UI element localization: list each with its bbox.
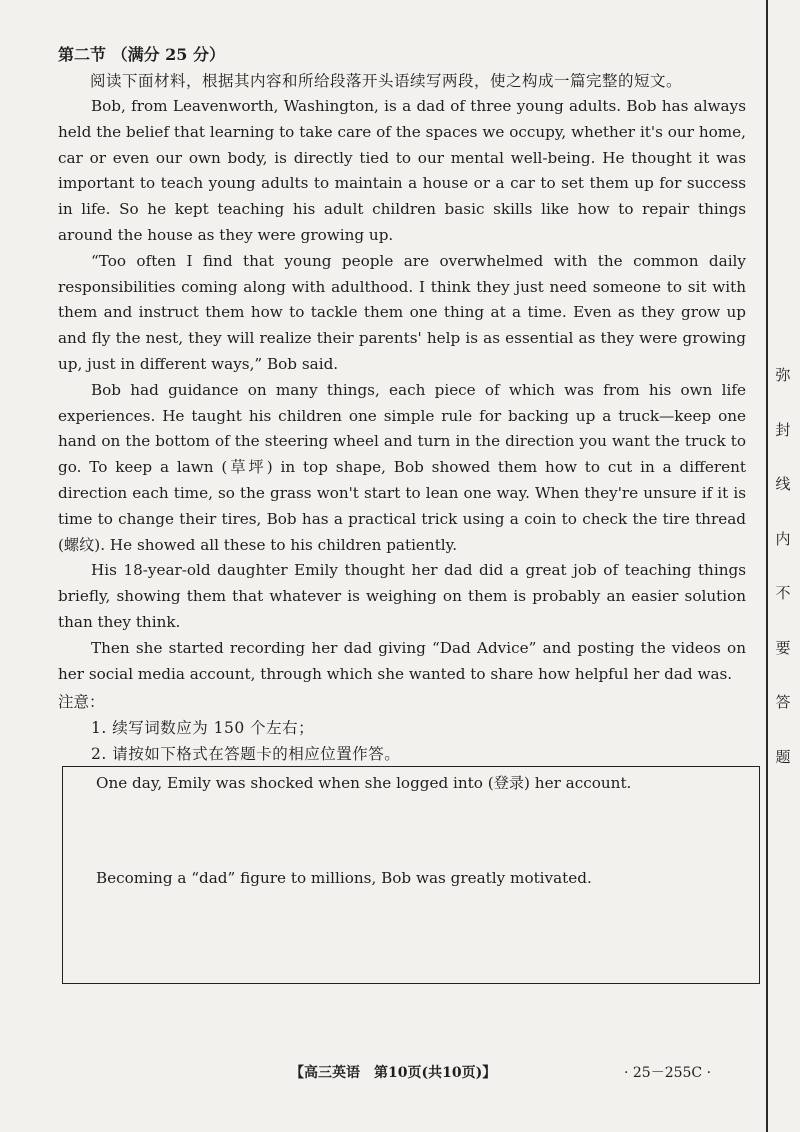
note-item-2: 2. 请按如下格式在答题卡的相应位置作答。 (91, 745, 401, 764)
seal-char: 答 (775, 693, 791, 712)
passage-paragraph-3: Bob had guidance on many things, each piece of which was from his own life experiences. He taught his children one simple rule for backing up a truck—keep one hand on the bottom of the steering wheel and turn in the direction you want the truck to go. To keep a lawn (草坪) in top shape, Bob showed them how to cut in a different direction each time, so the grass won't start to lean one way. When they're unsure if it is time to change their tires, Bob has a practical trick using a coin to check the tire thread (螺纹). He showed all these to his children patiently. (58, 380, 746, 554)
content-area (58, 42, 746, 767)
section-instruction: 阅读下面材料，根据其内容和所给段落开头语续写两段，使之构成一篇完整的短文。 (90, 72, 683, 90)
page-footer (0, 1062, 800, 1088)
seal-char: 要 (775, 638, 791, 657)
seal-char: 弥 (775, 366, 791, 384)
seal-char: 线 (775, 475, 791, 494)
passage-paragraph-2: “Too often I find that young people are overwhelmed with the common daily responsibilities coming along with adulthood. I think they just need someone to sit with them and instruct them how to tackle them one thing at a time. Even as they grow up and fly the nest, they will realize their parents' help is as essential as they were growing up, just in different ways,” Bob said. (58, 251, 746, 373)
footer-page-info: 【高三英语 第10页(共10页)】 (290, 1065, 497, 1081)
seal-line (766, 0, 768, 1132)
paragraph-lead-1: One day, Emily was shocked when she logged into (登录) her account. (96, 774, 632, 792)
notes-title: 注意： (58, 693, 105, 712)
passage-paragraph-5: Then she started recording her dad giving “Dad Advice” and posting the videos on her social media account, through which she wanted to share how helpful her dad was. (58, 638, 746, 683)
paragraph-lead-2: Becoming a “dad” figure to millions, Bob was greatly motivated. (96, 869, 592, 887)
footer-exam-code: · 25－255C · (624, 1065, 712, 1081)
passage-paragraph-1: Bob, from Leavenworth, Washington, is a dad of three young adults. Bob has always held the belief that learning to take care of the spaces we occupy, whether it's our home, car or even our own body, is directly tied to our mental well-being. He thought it was important to teach young adults to maintain a house or a car to set them up for success in life. So he kept teaching his adult children basic skills like how to repair things around the house as they were growing up. (58, 97, 746, 244)
seal-char: 封 (775, 420, 791, 439)
seal-line-text (771, 366, 795, 766)
seal-char: 题 (775, 747, 791, 766)
seal-char: 内 (775, 529, 791, 548)
answer-box (62, 766, 760, 984)
seal-char: 不 (775, 584, 791, 603)
section-heading: 第二节 （满分 25 分） (58, 45, 225, 64)
note-item-1: 1. 续写词数应为 150 个左右； (91, 719, 315, 738)
passage-paragraph-4: His 18-year-old daughter Emily thought her dad did a great job of teaching things briefly, showing them that whatever is weighing on them is probably an easier solution than they think. (58, 561, 746, 631)
